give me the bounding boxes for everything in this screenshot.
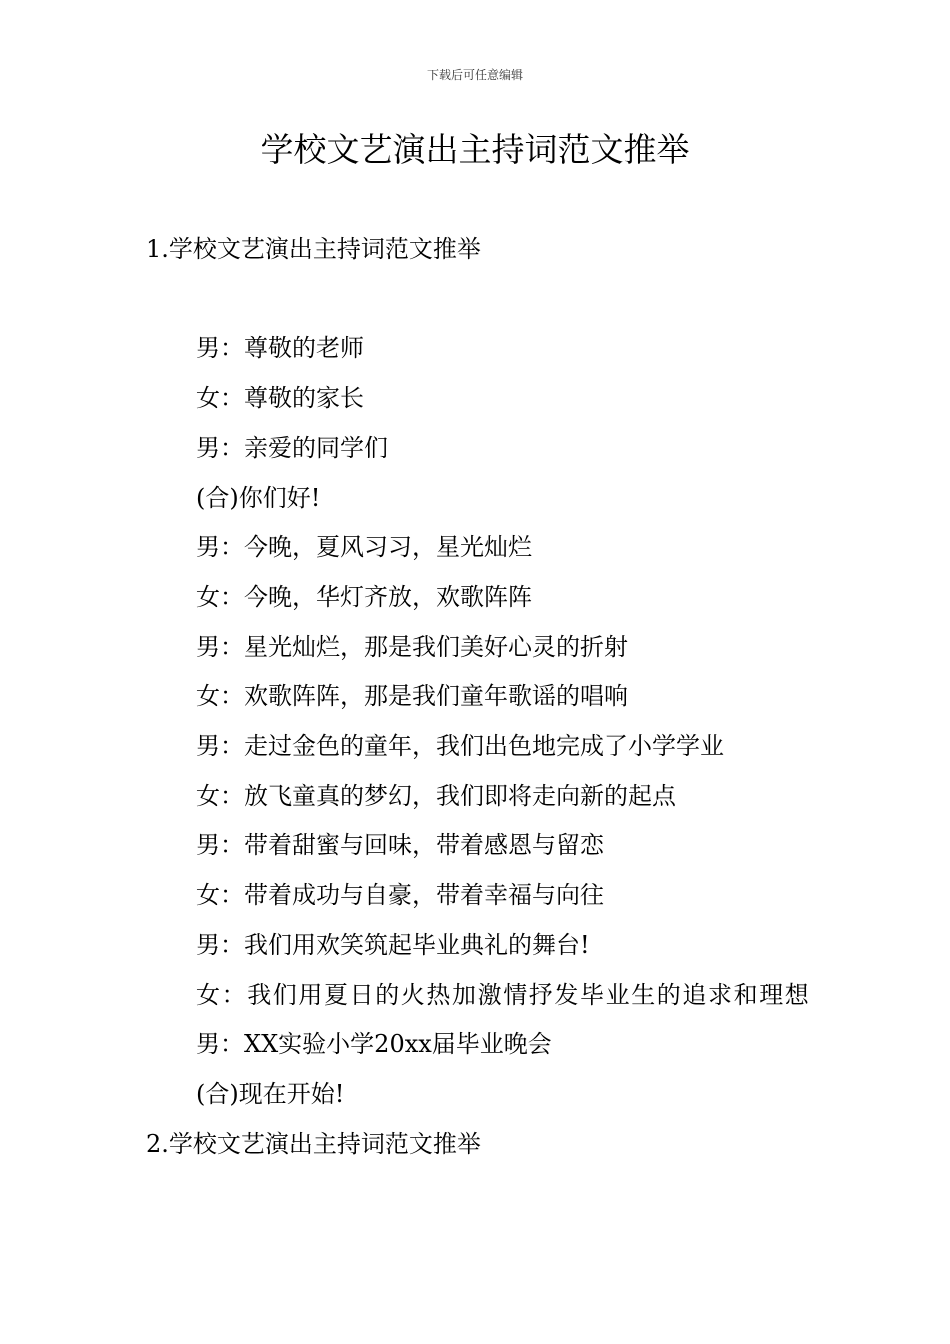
script-line: 男：尊敬的老师 [196, 334, 364, 363]
script-line: 男：今晚，夏风习习，星光灿烂 [196, 533, 532, 562]
script-line: 女：尊敬的家长 [196, 384, 364, 413]
script-line: 女：今晚，华灯齐放，欢歌阵阵 [196, 582, 532, 611]
script-line: 男：星光灿烂，那是我们美好心灵的折射 [196, 632, 628, 661]
script-line: 男：我们用欢笑筑起毕业典礼的舞台! [196, 930, 590, 959]
script-line: 女：我们用夏日的火热加激情抒发毕业生的追求和理想 [196, 980, 811, 1009]
document-title: 学校文艺演出主持词范文推举 [260, 130, 690, 169]
script-line: (合)现在开始! [196, 1079, 345, 1108]
script-line: 男：XX实验小学20xx届毕业晚会 [196, 1030, 552, 1059]
header-note: 下载后可任意编辑 [426, 68, 523, 82]
script-line: 男：亲爱的同学们 [196, 433, 388, 462]
blank-line [146, 275, 816, 325]
script-line: 女：放飞童真的梦幻，我们即将走向新的起点 [196, 781, 676, 810]
script-line: 男：带着甜蜜与回味，带着感恩与留恋 [196, 831, 604, 860]
script-line: 男：走过金色的童年，我们出色地完成了小学学业 [196, 732, 724, 761]
section-heading-1: 1.学校文艺演出主持词范文推举 [146, 235, 481, 263]
script-line: 女：带着成功与自豪，带着幸福与向往 [196, 881, 604, 910]
section-heading-2: 2.学校文艺演出主持词范文推举 [146, 1129, 481, 1158]
script-line: 女：欢歌阵阵，那是我们童年歌谣的唱响 [196, 682, 628, 711]
script-line: (合)你们好! [196, 483, 321, 512]
document-body [146, 225, 816, 1169]
